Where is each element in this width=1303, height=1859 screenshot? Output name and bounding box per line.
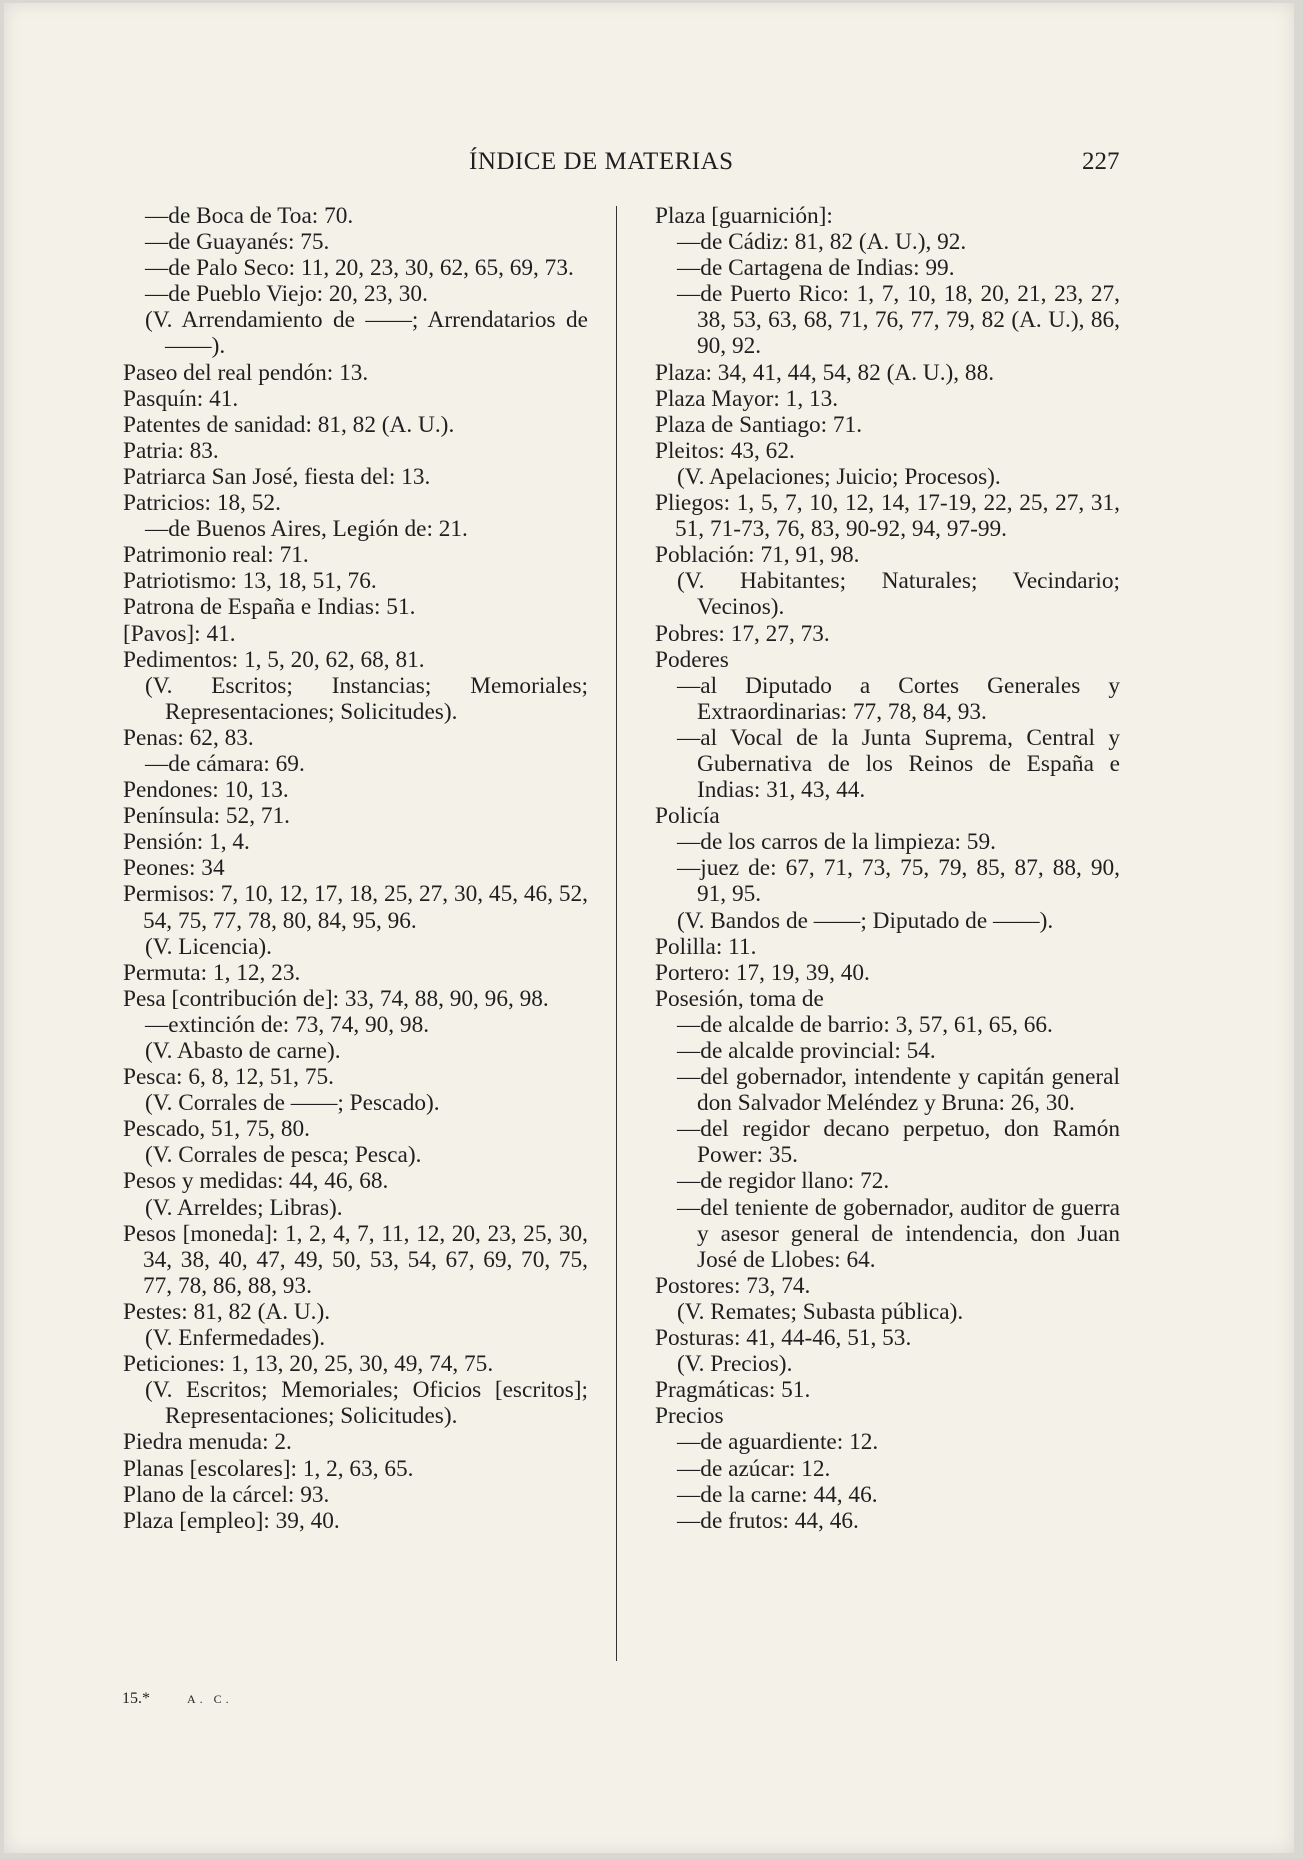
index-entry: Postores: 73, 74. — [655, 1272, 811, 1299]
index-entry: Pedimentos: 1, 5, 20, 62, 68, 81. — [123, 646, 425, 673]
index-entry: Peticiones: 1, 13, 20, 25, 30, 49, 74, 75. — [123, 1351, 494, 1378]
index-entry: Pestes: 81, 82 (A. U.). — [123, 1298, 331, 1325]
index-entry: Pliegos: 1, 5, 7, 10, 12, 14, 17-19, 22, 25, 27, 31, 51, 71-73, 76, 83, 90-92, 94, 97-99. — [655, 490, 1120, 543]
index-entry: Precios — [655, 1403, 724, 1430]
index-entry: Patrimonio real: 71. — [123, 542, 309, 569]
index-entry: [Pavos]: 41. — [123, 620, 236, 647]
index-entry: Poderes — [655, 646, 729, 673]
footer-reference: A. C. — [187, 1692, 233, 1706]
index-entry: Portero: 17, 19, 39, 40. — [655, 959, 870, 986]
index-entry: Pasquín: 41. — [123, 385, 239, 412]
index-subentry: —de Guayanés: 75. — [145, 229, 330, 256]
index-subentry: (V. Escritos; Memoriales; Oficios [escritos]; Representaciones; Solicitudes). — [145, 1377, 588, 1430]
index-subentry: —juez de: 67, 71, 73, 75, 79, 85, 87, 88, 90, 91, 95. — [677, 855, 1120, 908]
index-entry: Plaza: 34, 41, 44, 54, 82 (A. U.), 88. — [655, 359, 995, 386]
index-column-left — [123, 203, 588, 1534]
index-entry: Patrona de España e Indias: 51. — [123, 594, 416, 621]
index-entry: Plaza Mayor: 1, 13. — [655, 385, 839, 412]
index-subentry: (V. Arreldes; Libras). — [145, 1194, 343, 1221]
index-subentry: —de Pueblo Viejo: 20, 23, 30. — [145, 281, 428, 308]
index-subentry: —del gobernador, intendente y capitán general don Salvador Meléndez y Bruna: 26, 30. — [677, 1064, 1120, 1117]
index-entry: Patriarca San José, fiesta del: 13. — [123, 463, 431, 490]
index-subentry: —de alcalde provincial: 54. — [677, 1038, 936, 1064]
index-entry: Policía — [655, 803, 720, 830]
index-entry: Pesos y medidas: 44, 46, 68. — [123, 1168, 389, 1195]
index-entry: Paseo del real pendón: 13. — [123, 359, 369, 386]
index-entry: Peones: 34 — [123, 855, 225, 882]
page-number: 227 — [1082, 148, 1120, 175]
index-entry: Patriotismo: 13, 18, 51, 76. — [123, 568, 377, 595]
column-divider — [616, 206, 617, 1661]
index-subentry: —de aguardiente: 12. — [677, 1429, 879, 1456]
index-subentry: —al Diputado a Cortes Generales y Extraordinarias: 77, 78, 84, 93. — [677, 672, 1120, 725]
index-subentry: —de Buenos Aires, Legión de: 21. — [145, 516, 468, 543]
index-subentry: —del teniente de gobernador, auditor de guerra y asesor general de intendencia, don Juan José de Llobes: 64. — [677, 1194, 1120, 1273]
index-subentry: (V. Bandos de ——; Diputado de ——). — [677, 907, 1054, 934]
index-entry: Pesca: 6, 8, 12, 51, 75. — [123, 1064, 334, 1091]
index-entry: Pleitos: 43, 62. — [655, 437, 795, 464]
index-entry: Pesos [moneda]: 1, 2, 4, 7, 11, 12, 20, 23, 25, 30, 34, 38, 40, 47, 49, 50, 53, 54, 67, 69, 70, 75, 77, 78, 86, 88, 93. — [123, 1220, 588, 1299]
index-entry: Permisos: 7, 10, 12, 17, 18, 25, 27, 30, 45, 46, 52, 54, 75, 77, 78, 80, 84, 95, 96. — [123, 881, 588, 934]
index-entry: Pendones: 10, 13. — [123, 777, 289, 804]
index-subentry: (V. Remates; Subasta pública). — [677, 1298, 964, 1325]
index-entry: Península: 52, 71. — [123, 803, 290, 830]
index-entry: Plano de la cárcel: 93. — [123, 1481, 330, 1508]
index-subentry: (V. Precios). — [677, 1351, 793, 1378]
index-subentry: —de azúcar: 12. — [677, 1455, 831, 1482]
index-subentry: —de Boca de Toa: 70. — [145, 203, 354, 229]
index-entry: Patentes de sanidad: 81, 82 (A. U.). — [123, 411, 455, 438]
index-entry: Posesión, toma de — [655, 985, 824, 1012]
index-entry: Pesa [contribución de]: 33, 74, 88, 90, 96, 98. — [123, 985, 549, 1012]
index-subentry: (V. Arrendamiento de ——; Arrendatarios de ——). — [145, 307, 588, 360]
index-subentry: —de Puerto Rico: 1, 7, 10, 18, 20, 21, 23, 27, 38, 53, 63, 68, 71, 76, 77, 79, 82 (A. U.), 86, 90, 92. — [677, 281, 1120, 360]
index-entry: Patricios: 18, 52. — [123, 490, 281, 517]
index-subentry: —al Vocal de la Junta Suprema, Central y Gubernativa de los Reinos de España e Indias: 31, 43, 44. — [677, 724, 1120, 804]
index-entry: Patria: 83. — [123, 437, 219, 464]
book-page — [4, 3, 1294, 1853]
index-entry: Posturas: 41, 44-46, 51, 53. — [655, 1325, 912, 1352]
index-entry: Pensión: 1, 4. — [123, 829, 250, 856]
index-subentry: (V. Licencia). — [145, 933, 272, 960]
running-title: ÍNDICE DE MATERIAS — [469, 148, 734, 175]
index-subentry: —de Cartagena de Indias: 99. — [677, 255, 955, 282]
index-entry: Piedra menuda: 2. — [123, 1429, 292, 1456]
index-subentry: —de los carros de la limpieza: 59. — [677, 829, 996, 856]
index-subentry: —de frutos: 44, 46. — [677, 1507, 859, 1534]
index-column-right — [655, 203, 1120, 1534]
index-entry: Pescado, 51, 75, 80. — [123, 1116, 311, 1143]
index-subentry: —de Cádiz: 81, 82 (A. U.), 92. — [677, 229, 967, 256]
index-subentry: —de alcalde de barrio: 3, 57, 61, 65, 66. — [677, 1011, 1053, 1038]
index-entry: Polilla: 11. — [655, 933, 757, 960]
index-subentry: (V. Corrales de pesca; Pesca). — [145, 1142, 422, 1169]
index-subentry: —de cámara: 69. — [145, 750, 305, 777]
index-subentry: (V. Enfermedades). — [145, 1325, 326, 1352]
index-entry: Plaza de Santiago: 71. — [655, 411, 863, 438]
index-entry: Población: 71, 91, 98. — [655, 542, 860, 569]
index-subentry: —de regidor llano: 72. — [677, 1168, 890, 1195]
signature-mark: 15.* — [122, 1690, 150, 1707]
index-entry: Plaza [guarnición]: — [655, 203, 833, 229]
index-entry: Permuta: 1, 12, 23. — [123, 959, 301, 986]
index-entry: Pobres: 17, 27, 73. — [655, 620, 830, 647]
index-subentry: (V. Abasto de carne). — [145, 1038, 341, 1064]
index-subentry: (V. Corrales de ——; Pescado). — [145, 1090, 440, 1117]
index-subentry: (V. Apelaciones; Juicio; Procesos). — [677, 463, 1001, 490]
index-subentry: —de la carne: 44, 46. — [677, 1481, 878, 1508]
index-subentry: (V. Habitantes; Naturales; Vecindario; Vecinos). — [677, 568, 1120, 621]
index-subentry: —del regidor decano perpetuo, don Ramón Power: 35. — [677, 1116, 1120, 1169]
index-entry: Planas [escolares]: 1, 2, 63, 65. — [123, 1455, 414, 1482]
index-entry: Penas: 62, 83. — [123, 724, 254, 751]
index-subentry: (V. Escritos; Instancias; Memoriales; Representaciones; Solicitudes). — [145, 672, 588, 725]
index-entry: Pragmáticas: 51. — [655, 1377, 811, 1404]
index-subentry: —extinción de: 73, 74, 90, 98. — [145, 1011, 430, 1038]
index-subentry: —de Palo Seco: 11, 20, 23, 30, 62, 65, 69, 73. — [145, 255, 574, 282]
index-entry: Plaza [empleo]: 39, 40. — [123, 1507, 340, 1534]
